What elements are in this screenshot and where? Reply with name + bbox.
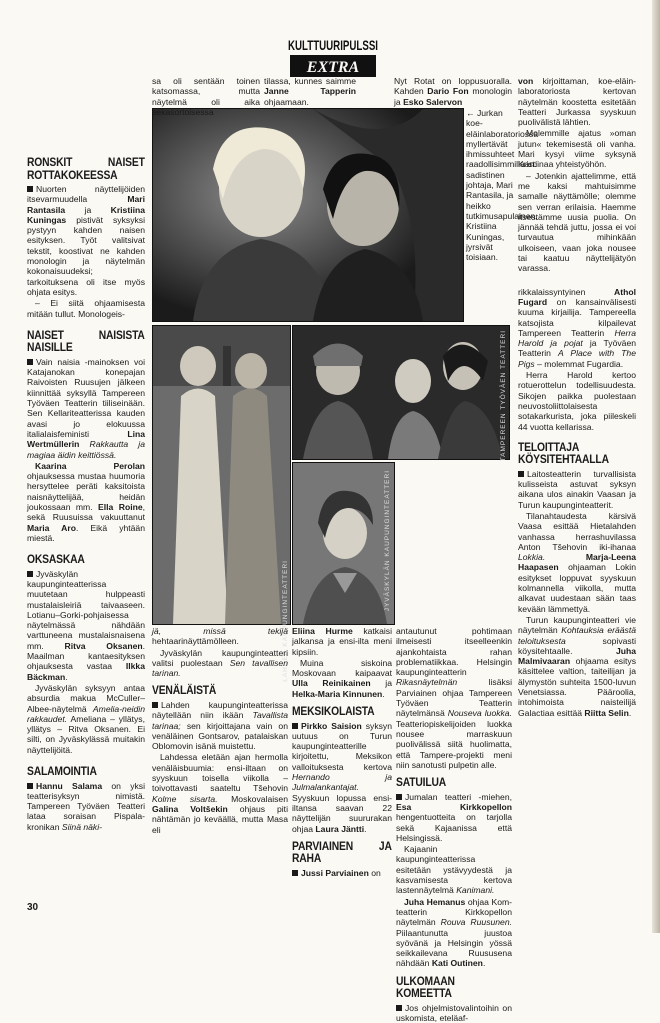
column-3: Eliina Hurme katkaisi jalkansa ja ensi-ilta meni kipsiin. Muina siskoina Moskovaan kaipaavat Ulla Reinikainen ja Helka-Maria Kinnunen. MEKSIKOLAISTA Pirkko Saision syksyn uutuus on Turun kaupunginteatterille kirjoitettu, Meksikon valloituksesta kertova Hernando ja Julmalankantajat. Syyskuun lopussa ensi-iltansa saavan 22 näyttelijän suururakan ohjaa Laura Jäntti. PARVIAINEN JA RAHA Jussi Parviainen on — [292, 626, 392, 878]
paragraph: Muina siskoina Moskovaan kaipaavat Ulla Reinikainen ja Helka-Maria Kinnunen. — [292, 657, 392, 699]
paragraph: Jumalan teatteri -miehen, Esa Kirkkopellon hengentuotteita on tarjolla sekä Kajaanissa että Helsingissä. — [396, 791, 512, 843]
paragraph: rikkalaissyntyinen Athol Fugard on kansainvälisesti kuuma kirjailija. Tampereella katsojista kilpailevat Tampereen Teatterin Herra Harold ja pojat ja Työväen Teatterin A Place with The Pigs – molemmat Fugardia. — [518, 286, 636, 369]
paragraph: von kirjoittaman, koe-eläin-laboratoriosta kertovan näytelmän koostetta esitetään Teatteri Jurkassa syyskuun puolivälistä lähtien. — [518, 76, 636, 128]
page-number: 30 — [27, 902, 39, 913]
paragraph: Tilanahtaudesta kärsivä Vaasa esittää Hietalahden vanhassa herrashuvilassa Anton Tšehovin iki-ihanaa Lokkia. Marja-Leena Haapasen ohjaaman Lokin esitykset loppuvat syyskuun kolmannella viikolla, mutta alkavat uudestaan sään taas kevään lämmettyä. — [518, 510, 636, 614]
column-3-top: tilassa, kunnes saimme Janne Tapperin ohjaamaan. — [264, 76, 356, 107]
heading-salamointia: SALAMOINTIA — [27, 764, 97, 779]
page-spine-shadow — [652, 0, 660, 933]
paragraph: Jos ohjelmistovalintoihin on uskomista, eteläaf- — [396, 1002, 512, 1023]
paragraph: Jyväskylän syksyyn antaa absurdia makua McCuller–Albee-näytelmä Amelia-neidin rakkaudet. Ameliana – yllätys, yllätys – Ritva Oksanen. Ei silti, on Jyväskylässä muitakin näyttelijöitä. — [27, 682, 145, 755]
column-4 — [396, 626, 512, 1023]
heading-satuilua: SATUILUA — [396, 775, 447, 790]
column-2-top: sa oli sentään toinen katsomassa, mutta näytelmä oli aika sekasortoisessa — [152, 76, 260, 117]
photo-credit-tampere: TAMPEREEN TYÖVÄEN TEATTERI — [500, 330, 507, 462]
paragraph: Turun kaupunginteatteri vie näytelmän Kohtauksia eräästä teloituksesta sopivasti köysitehtaalle. Juha Malmivaaran ohjaama esitys käsittelee valtion, taiteilijan ja älymystön suhteita 1500-luvun Venetsiassa. Pääroolia, intohimoista naisteilijä Galactiaa esittää Riitta Selin. — [518, 614, 636, 718]
paragraph: – Ei siitä ohjaamisesta mitään tullut. Monologeis- — [27, 298, 145, 319]
heading-venalaista: VENÄLÄISTÄ — [152, 683, 217, 698]
paragraph: Juha Hemanus ohjaa Kom-teatterin Kirkkopellon näytelmän Rouva Ruusunen. Piilaantunutta juustoa syövänä ja Helsingin yössä seikkailevana Ruususena nähdään Kati Outinen. — [396, 896, 512, 969]
column-5 — [518, 76, 636, 916]
paragraph: Vain naisia -mainoksen voi Katajanokan konepajan Raivoisten Ruusujen jälkeen kiinnittää syksyllä Tampereen Työväen Teatterin tiiliseinään. Sen Kellariteatterissa kauden avasi jo elokuussa italialaisfeministi Lina Wertmüllerin Rakkautta ja magiaa äidin keittiössä. — [27, 356, 145, 460]
paragraph: Pirkko Saision syksyn uutuus on Turun kaupunginteatterille kirjoitettu, Meksikon valloituksesta kertova Hernando ja Julmalankantajat. Syyskuun lopussa ensi-iltansa saavan 22 näyttelijän suururakan ohjaa Laura Jäntti. — [292, 720, 392, 834]
paragraph: Nuorten näyttelijöiden itsevarmuudella Mari Rantasila ja Kristiina Kuningas pistivät syksyksi pystyyn kahden naisen esityksen. Työt valitsivat tekstit, koostivat ne kahden monologin ja näytelmän kokonaisuudeksi; tarkoituksena oli itse myös ohjata esitys. — [27, 184, 145, 297]
column-2: jä, missä tekijä hehtaarinäyttämölleen. Jyväskylän kaupunginteatteri valitsi puolestaan Sen tavallisen tarinan. VENÄLÄISTÄ Lahden kaupunginteatterissa näytellään niin ikään Tavallista tarinaa; sen kirjoittajana vain on venäläinen Gontsarov, patalaiskan Oblomovin isänä muistettu. Lahdessa eletään ajan hermolla venäläisbuumia: ensi-iltaan on syyskuun toisella viikolla – toivottavasti saateltu Tšehovin Kolme sisarta. Moskovalaisen Galina Voltšekin ohjaus piti nähtämän jo keväällä, mutta Masa eli — [152, 626, 288, 835]
paragraph: Jussi Parviainen on — [292, 868, 392, 878]
photo-woman-headscarf — [292, 462, 395, 625]
heading-meksikolaista: MEKSIKOLAISTA — [292, 704, 375, 719]
photo-credit-jyvaskyla: JYVÄSKYLÄN KAUPUNGINTEATTERI — [384, 470, 391, 612]
paragraph: Hannu Salama on yksi teatterisyksyn nimistä. Tampereen Työväen Teatteri lataa soraisan Pispala-kronikan Siinä näki- — [27, 780, 145, 832]
heading-oksaskaa: OKSASKAA — [27, 552, 85, 567]
paragraph: antautunut pohtimaan ilmeisesti itseelleenkin ajankohtaista rahan problematiikkaa. Helsingin kaupunginteatterin Rikasnäytelmän lisäksi Parviainen ohjaa Tampereen Työväen Teatterin näytelmänsä Nouseva luokka. Teatteriopiskelijoiden luokka nousee marraskuun puolivälissä siitä huolimatta, että Tampere-projekti meni niin sanotusti pulpetin alle. — [396, 626, 512, 770]
paragraph: Jyväskylän kaupunginteatteri valitsi puolestaan Sen tavallisen tarinan. — [152, 647, 288, 679]
paragraph: – Jotenkin ajattelimme, että me kaksi mahtuisimme samalle näyttämölle; olemme sen verran erilaisia. Haemme itsestämme uusia puolia. On jännää tehdä juttu, jossa ei voi turvautua mihinkään ulkoiseen, vaan joka nousee tai kaatuu näyttelijätyön varassa. — [518, 170, 636, 274]
photo-period-costume-women — [152, 325, 291, 625]
photo-credit-lahti: LAHDEN KAUPUNGINTEATTERI — [282, 560, 289, 682]
paragraph: Kajaanin kaupunginteatterissa esitetään ystävyydestä ja kasvamisesta kertova lastennäytelmä Kanimani. — [396, 844, 512, 896]
paragraph: Lahden kaupunginteatterissa näytellään niin ikään Tavallista tarinaa; sen kirjoittajana vain on venäläinen Gontsarov, patalaiskan Oblomovin isänä muistettu. — [152, 699, 288, 752]
logo-word-1: KULTTUURIPULSSI — [288, 37, 378, 53]
heading-teloittaja: TELOITTAJA KÖYSITEHTAALLA — [518, 439, 609, 467]
kulttuuripulssi-logo — [286, 26, 380, 82]
paragraph: Lahdessa eletään ajan hermolla venäläisbuumia: ensi-iltaan on syyskuun toisella viikolla – toivottavasti saateltu Tšehovin Kolme sisarta. Moskovalaisen Galina Voltšekin ohjaus piti nähtämän jo keväällä, mutta Masa eli — [152, 752, 288, 835]
heading-parviainen: PARVIAINEN JA RAHA — [292, 838, 392, 866]
main-photo-caption: ← Jurkan koe-eläinlaboratoriossa myllertävät ihmissuhteet raadollisimmillaan: sadistinen johtaja, Mari Rantasila, ja heikko tutkimusapulainen, Kristiina Kuningas, jyrsivät toisiaan. — [466, 108, 539, 263]
paragraph: Jyväskylän kaupunginteatterissa muutetaan hulppeasti mustalaisleiriä taivaaseen. Lotianu–Gorki-pohjaisessa näytelmässä nähdään varttuneena mustalaisnaisena mm. Ritva Oksanen. Maailman kantaesityksen ohjauksesta vastaa Ilkka Bäckman. — [27, 568, 145, 682]
paragraph: Herra Harold kertoo rotuerottelun todellisuudesta. Sikojen paikka puolestaan neuvostoliittolaisesta sotakarkurista, joka piileskeli 44 vuotta kellarissa. — [518, 370, 636, 432]
main-photo-two-actresses — [152, 108, 464, 322]
paragraph: Kaarina Perolan ohjauksessa mustaa huumoria hersyttelee peräti kaksitoista naisnäyttelijää, heidän joukossaan mm. Ella Roine, sekä Ruusuissa vakuuttanut Maria Aro. Eikä yhtään miestä. — [27, 460, 145, 543]
heading-naiset-naisista: NAISET NAISISTA NAISILLE — [27, 327, 145, 355]
logo-word-2: EXTRA — [306, 59, 360, 76]
heading-ronskit-naiset: RONSKIT NAISET ROTTAKOKEESSA — [27, 155, 145, 182]
column-1 — [27, 150, 145, 902]
photo-three-actresses — [292, 325, 510, 460]
column-4-top: Nyt Rotat on loppusuoralla. Kahden Dario Fon monologin ja Esko Salervon — [394, 76, 512, 107]
heading-ulkomaan-komeetta: ULKOMAAN KOMEETTA — [396, 973, 455, 1001]
paragraph: Laitosteatterin turvallisista kulisseista astuvat syksyn aikana ulos ainakin Vaasan ja Turun kaupunginteatterit. — [518, 468, 636, 510]
paragraph: Molemmille ajatus »oman jutun« tekemisestä oli vanha. Mari kysyi viime syksynä Kristiinaa yhteistyöhön. — [518, 128, 636, 170]
